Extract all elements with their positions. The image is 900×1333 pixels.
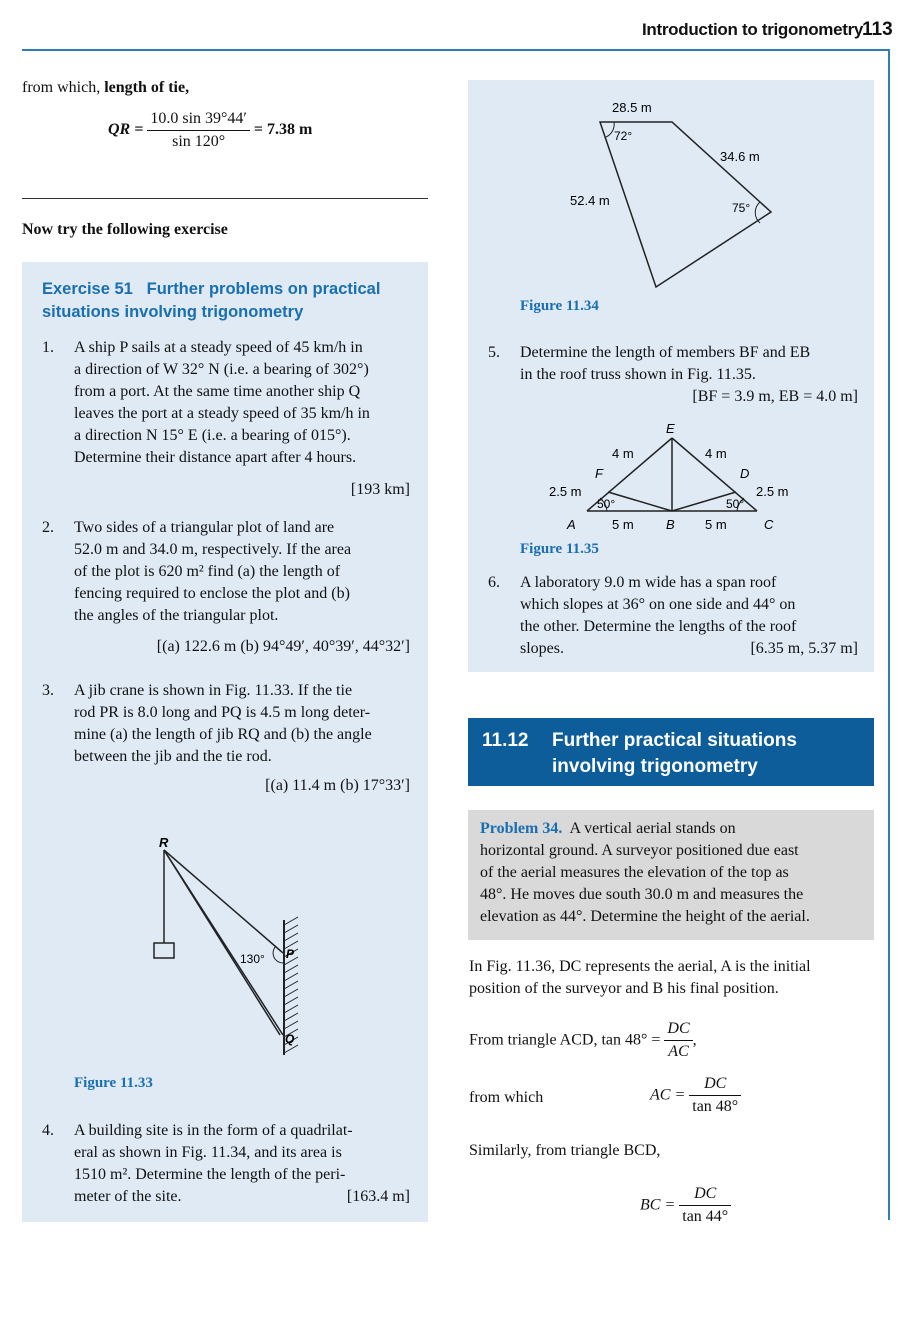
- label-d: D: [740, 466, 750, 481]
- eq2-lhs: AC =: [650, 1086, 686, 1104]
- section-title: [552, 728, 797, 780]
- q2-line: Two sides of a triangular plot of land are: [74, 519, 335, 536]
- tie-fraction: [147, 108, 250, 153]
- q6-number: 6.: [488, 574, 500, 591]
- divider: [22, 198, 428, 199]
- q6-line: A laboratory 9.0 m wide has a span roof: [520, 574, 777, 591]
- header-rule: [22, 49, 890, 51]
- label-right: 34.6 m: [720, 149, 760, 164]
- figure-11-35-caption: Figure 11.35: [520, 541, 599, 557]
- label-dc: 2.5 m: [756, 484, 789, 499]
- angle-72: 72°: [614, 129, 633, 143]
- eq1-prefix: From triangle ACD, tan 48° =: [469, 1031, 661, 1049]
- tie-intro: [22, 77, 189, 99]
- q4-line: meter of the site.: [74, 1188, 182, 1205]
- q2-line: fencing required to enclose the plot and (b): [74, 585, 350, 602]
- exercise-title: [42, 278, 380, 324]
- figure-11-33-caption: Figure 11.33: [74, 1075, 153, 1091]
- problem-label: Problem 34.: [480, 820, 563, 837]
- crane-load: [154, 943, 174, 958]
- q1-text: [74, 337, 410, 469]
- q6-line: the other. Determine the lengths of the roof: [520, 618, 797, 635]
- q4-answer: [163.4 m]: [346, 1188, 410, 1205]
- label-ef: 4 m: [612, 446, 634, 461]
- q3-line: A jib crane is shown in Fig. 11.33. If the tie: [74, 682, 353, 699]
- q5-line: Determine the length of members BF and EB: [520, 344, 811, 361]
- label-c: C: [764, 517, 774, 532]
- figure-11-34: [560, 95, 790, 295]
- label-e: E: [666, 421, 675, 436]
- label-b: B: [666, 517, 675, 532]
- q2-answer: [(a) 122.6 m (b) 94°49′, 40°39′, 44°32′]: [156, 638, 410, 655]
- figure-11-33: [140, 825, 320, 1055]
- q3-answer: [(a) 11.4 m (b) 17°33′]: [265, 777, 410, 794]
- q3-text: [74, 680, 410, 768]
- q5-answer: [BF = 3.9 m, EB = 4.0 m]: [692, 388, 858, 405]
- q2-line: the angles of the triangular plot.: [74, 607, 279, 624]
- q2-number: 2.: [42, 519, 54, 536]
- exercise-title-line2: situations involving trigonometry: [42, 303, 304, 321]
- label-a: A: [567, 517, 576, 532]
- equation-2: [650, 1073, 741, 1118]
- exercise-number: Exercise 51: [42, 280, 133, 298]
- q1-answer: [193 km]: [350, 481, 410, 498]
- label-p: P: [286, 947, 295, 961]
- figure-11-34-caption: Figure 11.34: [520, 298, 599, 314]
- q4-line: 1510 m². Determine the length of the peri-: [74, 1166, 346, 1183]
- eq3-numerator: DC: [694, 1185, 717, 1202]
- jib-inner: [164, 850, 280, 1035]
- solution-intro-line1: In Fig. 11.36, DC represents the aerial, A is the initial: [469, 958, 811, 975]
- eq2-fraction: [689, 1073, 741, 1118]
- label-q: Q: [285, 1032, 295, 1046]
- problem-line: horizontal ground. A surveyor positioned due east: [480, 842, 799, 859]
- equation-3: [640, 1183, 731, 1228]
- angle-arc-72: [606, 122, 614, 137]
- try-heading: Now try the following exercise: [22, 221, 228, 238]
- eq2-numerator: DC: [704, 1075, 727, 1092]
- angle-c: 50°: [726, 497, 745, 511]
- q1-line: leaves the port at a steady speed of 35 km/h in: [74, 405, 370, 422]
- label-r: R: [159, 835, 169, 850]
- eq1-fraction: [664, 1018, 692, 1063]
- tie-intro-bold: length of tie,: [104, 79, 190, 96]
- page-number: 113: [862, 19, 893, 40]
- q4-line: eral as shown in Fig. 11.34, and its area is: [74, 1144, 342, 1161]
- solution-intro-line2: position of the surveyor and B his final position.: [469, 980, 779, 997]
- similarly-text: Similarly, from triangle BCD,: [469, 1142, 661, 1159]
- q1-line: a direction of W 32° N (i.e. a bearing of 302°): [74, 361, 369, 378]
- section-heading: [468, 718, 874, 786]
- section-title-line2: involving trigonometry: [552, 756, 758, 777]
- tie-intro-prefix: from which,: [22, 79, 105, 96]
- angle-label: 130°: [240, 952, 265, 966]
- tie-equation: [108, 108, 312, 153]
- problem-text: [480, 818, 865, 928]
- section-number: 11.12: [482, 730, 529, 751]
- q1-line: from a port. At the same time another ship Q: [74, 383, 361, 400]
- eq1-numerator: DC: [667, 1020, 690, 1037]
- label-f: F: [595, 466, 603, 481]
- figure-11-35: [540, 418, 810, 538]
- label-top: 28.5 m: [612, 100, 652, 115]
- q1-line: a direction N 15° E (i.e. a bearing of 015°).: [74, 427, 351, 444]
- eq3-lhs: BC =: [640, 1196, 676, 1214]
- problem-line: A vertical aerial stands on: [569, 820, 736, 837]
- label-bc: 5 m: [705, 517, 727, 532]
- label-left: 52.4 m: [570, 193, 610, 208]
- eq1-denominator: AC: [668, 1043, 689, 1060]
- tie-rod: [164, 850, 283, 953]
- label-ed: 4 m: [705, 446, 727, 461]
- solution-intro: [469, 956, 879, 1000]
- eq2-denominator: tan 48°: [692, 1098, 739, 1115]
- q6-line: slopes.: [520, 640, 564, 657]
- q6-answer: [6.35 m, 5.37 m]: [750, 640, 858, 657]
- eq2-prefix: from which: [469, 1089, 544, 1106]
- running-header-title: Introduction to trigonometry: [642, 20, 864, 39]
- q2-line: of the plot is 620 m² find (a) the length of: [74, 563, 341, 580]
- problem-line: elevation as 44°. Determine the height of the aerial.: [480, 908, 810, 925]
- q4-number: 4.: [42, 1122, 54, 1139]
- q3-line: mine (a) the length of jib RQ and (b) the angle: [74, 726, 372, 743]
- equation-1: [469, 1018, 697, 1063]
- q1-number: 1.: [42, 339, 54, 356]
- eq3-denominator: tan 44°: [682, 1208, 729, 1225]
- angle-75: 75°: [732, 201, 751, 215]
- q5-number: 5.: [488, 344, 500, 361]
- exercise-title-line1: Further problems on practical: [146, 280, 381, 298]
- tie-denominator: sin 120°: [172, 133, 226, 150]
- tie-numerator: 10.0 sin 39°44′: [147, 108, 250, 131]
- q5-text: [520, 342, 858, 386]
- right-margin-rule: [888, 50, 890, 1220]
- q5-line: in the roof truss shown in Fig. 11.35.: [520, 366, 756, 383]
- q3-line: rod PR is 8.0 long and PQ is 4.5 m long deter-: [74, 704, 371, 721]
- section-title-line1: Further practical situations: [552, 730, 797, 751]
- q2-text: [74, 517, 410, 627]
- q6-line: which slopes at 36° on one side and 44° on: [520, 596, 796, 613]
- problem-line: of the aerial measures the elevation of the top as: [480, 864, 789, 881]
- label-af: 2.5 m: [549, 484, 582, 499]
- tie-lhs: QR =: [108, 121, 144, 139]
- angle-a: 50°: [597, 497, 616, 511]
- tie-result: = 7.38 m: [253, 121, 313, 139]
- eq1-suffix: ,: [692, 1031, 697, 1049]
- q3-number: 3.: [42, 682, 54, 699]
- q1-line: A ship P sails at a steady speed of 45 km/h in: [74, 339, 363, 356]
- q3-line: between the jib and the tie rod.: [74, 748, 272, 765]
- label-ab: 5 m: [612, 517, 634, 532]
- eq3-fraction: [679, 1183, 731, 1228]
- q2-line: 52.0 m and 34.0 m, respectively. If the area: [74, 541, 352, 558]
- q4-line: A building site is in the form of a quadrilat-: [74, 1122, 353, 1139]
- problem-line: 48°. He moves due south 30.0 m and measures the: [480, 886, 804, 903]
- q1-line: Determine their distance apart after 4 hours.: [74, 449, 357, 466]
